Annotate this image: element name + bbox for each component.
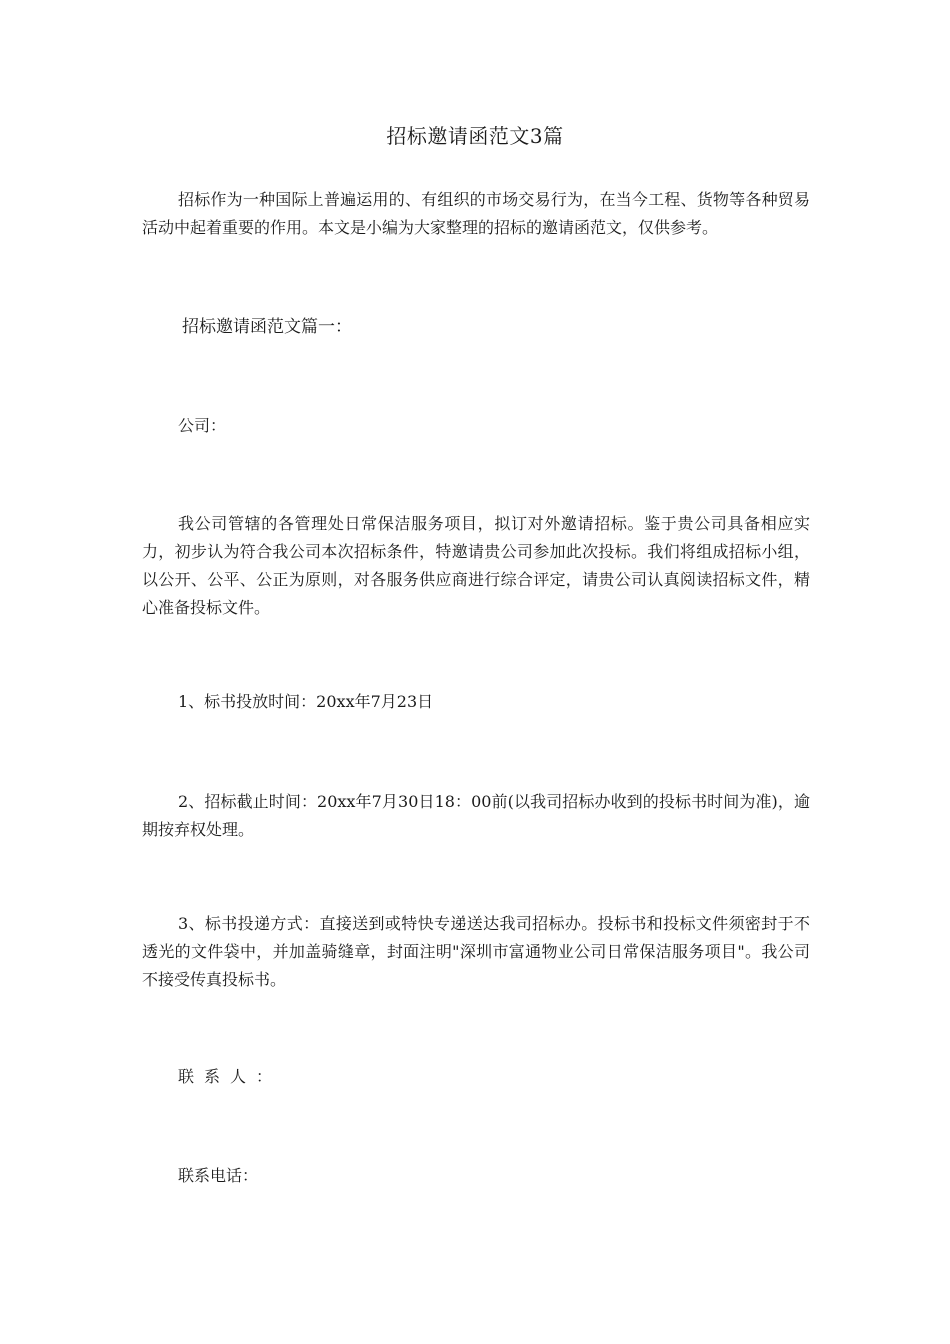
- body-paragraph: 我公司管辖的各管理处日常保洁服务项目，拟订对外邀请招标。鉴于贵公司具备相应实力，初步认为符合我公司本次招标条件，特邀请贵公司参加此次投标。我们将组成招标小组，以公开、公平、公正为原则，对各服务供应商进行综合评定，请贵公司认真阅读招标文件，精心准备投标文件。: [142, 514, 810, 617]
- intro-paragraph: 招标作为一种国际上普遍运用的、有组织的市场交易行为，在当今工程、货物等各种贸易活动中起着重要的作用。本文是小编为大家整理的招标的邀请函范文，仅供参考。: [142, 190, 810, 237]
- item-bid-delivery-method: 3、标书投递方式：直接送到或特快专递送达我司招标办。投标书和投标文件须密封于不透光的文件袋中，并加盖骑缝章，封面注明"深圳市富通物业公司日常保洁服务项目"。我公司不接受传真投标书。: [142, 914, 810, 989]
- contact-person-label: 联系人：: [178, 1067, 283, 1086]
- item-bid-release-time: 1、标书投放时间：20xx年7月23日: [178, 692, 434, 711]
- section1-heading: 招标邀请函范文篇一：: [182, 317, 352, 337]
- item-bid-deadline: 2、招标截止时间：20xx年7月30日18：00前(以我司招标办收到的投标书时间为准)，逾期按弃权处理。: [142, 792, 810, 839]
- salutation: 公司：: [178, 416, 227, 435]
- document-title: 招标邀请函范文3篇: [386, 124, 564, 148]
- contact-phone-label: 联系电话：: [178, 1166, 259, 1185]
